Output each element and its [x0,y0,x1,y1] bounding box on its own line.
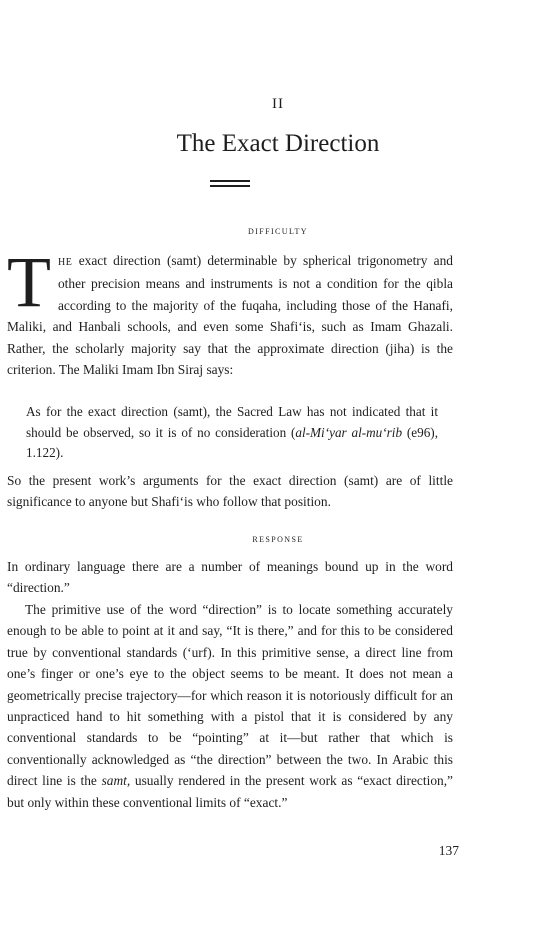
chapter-title: The Exact Direction [176,130,380,157]
response-paragraph-2 [7,599,453,813]
response-paragraph-1: In ordinary language there are a number of meanings bound up in the word “direction.” [7,559,453,596]
paragraph-4-text-a: The primitive use of the word “direction” is to locate something accurately enough to be able to point at it and say, “It is there,” and for this to be considered true by conventional standards (‘urf). In this primitive sense, a direct line from one’s finger or one’s eye to the object seems to be meant. It does not mean a geometrically precise trajectory—for which reason it is notoriously difficult for an unpracticed hand to hit something with a pistol that it is considered by any conventional standards to be “pointing” at it—but rather that which is conventionally acknowledged as “the direction” between the two. In Arabic this direct line is the [7,602,453,789]
title-rule-bottom [210,185,250,187]
lead-small-caps: HE [57,257,73,268]
block-quote [26,402,438,464]
page-number: 137 [438,843,459,858]
difficulty-paragraph-1 [7,242,453,380]
quote-source-title: al-Mi‘yar al-mu‘rib [295,424,403,440]
section-heading-difficulty: difficulty [248,225,308,237]
difficulty-paragraph-2: So the present work’s arguments for the exact direction (samt) are of little significance to anyone but Shafi‘is who follow that position. [7,473,453,510]
term-samt: samt, [101,773,131,789]
quote-text: As for the exact direction (samt), the Sacred Law has not indicated that it should be observed, so it is of no consideration ( [26,404,438,440]
quote-reference: (e96), 1.122). [26,424,438,460]
paragraph-1-text: exact direction (samt) determinable by spherical trigonometry and other precision means and instruments is not a condition for the qibla according to the majority of the fuqaha, including those of the Hanafi, Maliki, and Hanbali schools, and even some Shafi‘is, such as Imam Ghazali. Rather, the scholarly majority say that the approximate direction (jiha) is the criterion. The Maliki Imam Ibn Siraj says: [7,253,453,378]
drop-cap: T [7,242,51,322]
paragraph-4-text-b: usually rendered in the present work as “exact direction,” but only within these conventional limits of “exact.” [7,773,453,810]
chapter-number: II [272,96,284,112]
section-heading-response: response [252,533,304,545]
title-rule-top [210,180,250,182]
